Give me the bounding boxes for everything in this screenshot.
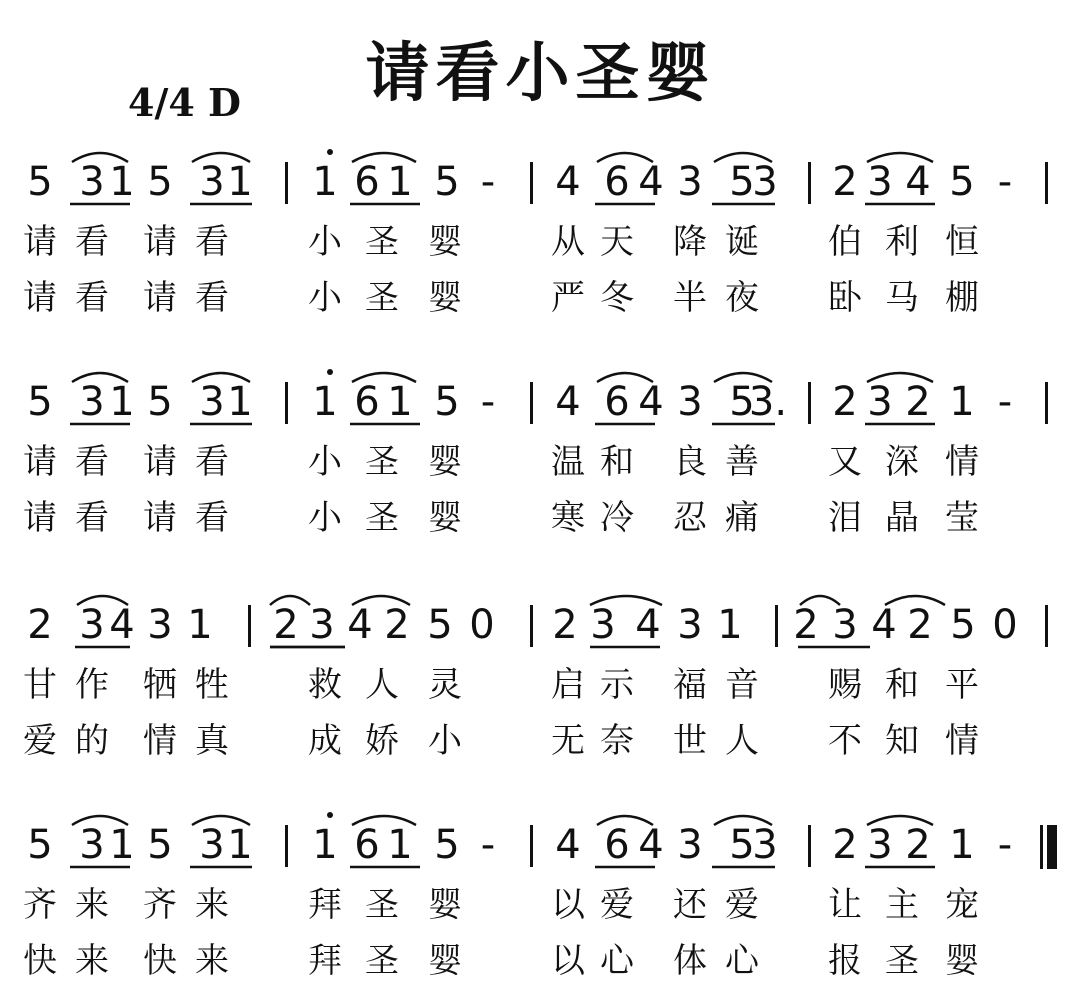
lyric-char: 从 bbox=[551, 222, 585, 262]
lyric-char: 天 bbox=[600, 222, 634, 262]
barline bbox=[1045, 162, 1048, 204]
lyric-char: 奈 bbox=[600, 721, 634, 761]
lyric-char: 请 bbox=[23, 222, 57, 262]
lyric-char: 马 bbox=[885, 278, 919, 318]
barline bbox=[530, 382, 533, 424]
note: 5 bbox=[147, 379, 173, 425]
note: 3 bbox=[867, 379, 893, 425]
lyric-char: 良 bbox=[673, 442, 707, 482]
note: 1 bbox=[227, 379, 253, 425]
lyric-char: 看 bbox=[195, 498, 229, 538]
lyric-char: 来 bbox=[195, 885, 229, 925]
lyric-char: 人 bbox=[365, 665, 399, 705]
note: 3 bbox=[199, 822, 225, 868]
lyric-char: 晶 bbox=[885, 498, 919, 538]
note: 4 bbox=[555, 822, 581, 868]
lyric-char: 请 bbox=[143, 498, 177, 538]
lyric-char: 小 bbox=[308, 222, 342, 262]
note: 6 bbox=[354, 822, 380, 868]
lyric-char: 看 bbox=[75, 278, 109, 318]
lyric-char: 齐 bbox=[23, 885, 57, 925]
note: 1 bbox=[312, 379, 338, 425]
note: 3 bbox=[199, 159, 225, 205]
lyric-char: 牲 bbox=[195, 665, 229, 705]
note: 3 bbox=[147, 602, 173, 648]
lyric-char: 和 bbox=[885, 665, 919, 705]
lyric-char: 请 bbox=[23, 498, 57, 538]
note: 6 bbox=[604, 822, 630, 868]
note: 3. bbox=[748, 379, 788, 425]
lyric-char: 无 bbox=[551, 721, 585, 761]
lyric-char: 人 bbox=[725, 721, 759, 761]
lyric-char: 请 bbox=[143, 442, 177, 482]
lyric-char: 婴 bbox=[945, 941, 979, 981]
lyric-char: 爱 bbox=[725, 885, 759, 925]
lyric-char: 利 bbox=[885, 222, 919, 262]
lyric-char: 请 bbox=[23, 278, 57, 318]
lyric-char: 世 bbox=[673, 721, 707, 761]
note: 1 bbox=[387, 379, 413, 425]
lyric-char: 莹 bbox=[945, 498, 979, 538]
lyric-char: 体 bbox=[673, 941, 707, 981]
lyric-char: 福 bbox=[673, 665, 707, 705]
note: 3 bbox=[867, 822, 893, 868]
note: 1 bbox=[109, 379, 135, 425]
lyric-char: 请 bbox=[143, 222, 177, 262]
lyric-char: 示 bbox=[600, 665, 634, 705]
note: 5 bbox=[427, 602, 453, 648]
note: 2 bbox=[384, 602, 410, 648]
note: 1 bbox=[187, 602, 213, 648]
note: 2 bbox=[273, 602, 299, 648]
lyric-char: 救 bbox=[308, 665, 342, 705]
note: 5 bbox=[147, 159, 173, 205]
lyric-char: 圣 bbox=[365, 278, 399, 318]
lyric-char: 卧 bbox=[828, 278, 862, 318]
note: 2 bbox=[905, 822, 931, 868]
note: 4 bbox=[109, 602, 135, 648]
octave-dot bbox=[327, 149, 333, 155]
lyric-char: 看 bbox=[75, 442, 109, 482]
lyric-char: 看 bbox=[75, 222, 109, 262]
lyric-char: 心 bbox=[600, 941, 634, 981]
barline bbox=[775, 605, 778, 647]
lyric-char: 圣 bbox=[365, 222, 399, 262]
lyric-char: 圣 bbox=[365, 885, 399, 925]
note: 1 bbox=[949, 379, 975, 425]
lyric-char: 情 bbox=[143, 721, 177, 761]
note: - bbox=[997, 379, 1013, 425]
note: 6 bbox=[604, 379, 630, 425]
lyric-char: 婴 bbox=[428, 222, 462, 262]
note: 5 bbox=[27, 379, 53, 425]
barline bbox=[808, 162, 811, 204]
note: - bbox=[480, 822, 496, 868]
note: 1 bbox=[387, 159, 413, 205]
note: 1 bbox=[312, 822, 338, 868]
note: 5 bbox=[147, 822, 173, 868]
note: 3 bbox=[677, 379, 703, 425]
note: 4 bbox=[638, 822, 664, 868]
note: 2 bbox=[832, 822, 858, 868]
lyric-char: 圣 bbox=[365, 442, 399, 482]
lyric-char: 深 bbox=[885, 442, 919, 482]
lyric-char: 伯 bbox=[828, 222, 862, 262]
lyric-char: 恒 bbox=[945, 222, 979, 262]
barline bbox=[285, 825, 288, 867]
lyric-char: 善 bbox=[725, 442, 759, 482]
lyric-char: 冬 bbox=[600, 278, 634, 318]
lyric-char: 娇 bbox=[365, 721, 399, 761]
lyric-char: 来 bbox=[75, 885, 109, 925]
lyric-char: 拜 bbox=[308, 941, 342, 981]
lyric-char: 作 bbox=[75, 665, 109, 705]
lyric-char: 婴 bbox=[428, 278, 462, 318]
song-title: 请看小圣婴 bbox=[365, 36, 716, 111]
lyric-char: 小 bbox=[308, 442, 342, 482]
lyric-char: 成 bbox=[308, 721, 342, 761]
barline bbox=[808, 382, 811, 424]
note: 2 bbox=[905, 379, 931, 425]
lyric-char: 主 bbox=[885, 885, 919, 925]
note: 5 bbox=[950, 602, 976, 648]
lyric-char: 婴 bbox=[428, 885, 462, 925]
note: 5 bbox=[434, 822, 460, 868]
note: 0 bbox=[469, 602, 495, 648]
barline bbox=[808, 825, 811, 867]
barline bbox=[530, 605, 533, 647]
lyric-char: 冷 bbox=[600, 498, 634, 538]
lyric-char: 又 bbox=[828, 442, 862, 482]
barline bbox=[1045, 605, 1048, 647]
lyric-char: 牺 bbox=[143, 665, 177, 705]
note: 3 bbox=[677, 822, 703, 868]
lyric-char: 半 bbox=[673, 278, 707, 318]
lyric-char: 小 bbox=[308, 498, 342, 538]
note: 5 bbox=[27, 822, 53, 868]
note: 2 bbox=[832, 159, 858, 205]
note: 3 bbox=[677, 602, 703, 648]
note: 4 bbox=[555, 159, 581, 205]
lyric-char: 快 bbox=[143, 941, 177, 981]
barline bbox=[285, 162, 288, 204]
lyric-char: 灵 bbox=[428, 665, 462, 705]
lyric-char: 情 bbox=[945, 721, 979, 761]
lyric-char: 小 bbox=[308, 278, 342, 318]
lyric-char: 婴 bbox=[428, 498, 462, 538]
lyric-char: 圣 bbox=[365, 941, 399, 981]
lyric-char: 心 bbox=[725, 941, 759, 981]
lyric-char: 婴 bbox=[428, 442, 462, 482]
note: 5 bbox=[729, 379, 755, 425]
lyric-char: 看 bbox=[195, 278, 229, 318]
note: 1 bbox=[717, 602, 743, 648]
lyric-char: 婴 bbox=[428, 941, 462, 981]
lyric-char: 不 bbox=[828, 721, 862, 761]
note: 3 bbox=[79, 159, 105, 205]
lyric-char: 看 bbox=[195, 442, 229, 482]
note: 4 bbox=[555, 379, 581, 425]
lyric-char: 请 bbox=[143, 278, 177, 318]
note: 6 bbox=[354, 159, 380, 205]
lyric-char: 宠 bbox=[945, 885, 979, 925]
lyric-char: 的 bbox=[75, 721, 109, 761]
note: 4 bbox=[635, 602, 661, 648]
lyric-char: 忍 bbox=[673, 498, 707, 538]
meter-key: 4/4 D bbox=[128, 80, 241, 125]
lyric-char: 看 bbox=[75, 498, 109, 538]
lyric-char: 以 bbox=[551, 885, 585, 925]
final-barline-thin bbox=[1040, 825, 1043, 869]
note: - bbox=[480, 159, 496, 205]
lyric-char: 诞 bbox=[725, 222, 759, 262]
note: 3 bbox=[752, 822, 778, 868]
lyric-char: 来 bbox=[75, 941, 109, 981]
note: 2 bbox=[907, 602, 933, 648]
barline bbox=[248, 605, 251, 647]
lyric-char: 降 bbox=[673, 222, 707, 262]
note: 1 bbox=[949, 822, 975, 868]
lyric-char: 小 bbox=[428, 721, 462, 761]
lyric-char: 拜 bbox=[308, 885, 342, 925]
note: 3 bbox=[309, 602, 335, 648]
lyric-char: 看 bbox=[195, 222, 229, 262]
lyric-char: 快 bbox=[23, 941, 57, 981]
note: 4 bbox=[347, 602, 373, 648]
note: 1 bbox=[109, 159, 135, 205]
note: 3 bbox=[199, 379, 225, 425]
note: 4 bbox=[638, 379, 664, 425]
note: - bbox=[997, 159, 1013, 205]
note: 5 bbox=[949, 159, 975, 205]
note: 2 bbox=[552, 602, 578, 648]
lyric-char: 痛 bbox=[725, 498, 759, 538]
note: 1 bbox=[387, 822, 413, 868]
note: 3 bbox=[79, 379, 105, 425]
note: 2 bbox=[832, 379, 858, 425]
note: 2 bbox=[793, 602, 819, 648]
note: 0 bbox=[992, 602, 1018, 648]
lyric-char: 齐 bbox=[143, 885, 177, 925]
note: 2 bbox=[27, 602, 53, 648]
lyric-char: 音 bbox=[725, 665, 759, 705]
lyric-char: 来 bbox=[195, 941, 229, 981]
lyric-char: 棚 bbox=[945, 278, 979, 318]
note: 3 bbox=[832, 602, 858, 648]
lyric-char: 请 bbox=[23, 442, 57, 482]
lyric-char: 真 bbox=[195, 721, 229, 761]
lyric-char: 爱 bbox=[23, 721, 57, 761]
lyric-char: 和 bbox=[600, 442, 634, 482]
note: 1 bbox=[312, 159, 338, 205]
lyric-char: 圣 bbox=[885, 941, 919, 981]
note: 5 bbox=[434, 379, 460, 425]
note: 4 bbox=[905, 159, 931, 205]
note: 1 bbox=[109, 822, 135, 868]
lyric-char: 圣 bbox=[365, 498, 399, 538]
note: 3 bbox=[590, 602, 616, 648]
lyric-char: 还 bbox=[673, 885, 707, 925]
barline bbox=[530, 162, 533, 204]
lyric-char: 赐 bbox=[828, 665, 862, 705]
final-barline-thick bbox=[1047, 825, 1057, 869]
note: 5 bbox=[729, 822, 755, 868]
note: 3 bbox=[867, 159, 893, 205]
lyric-char: 以 bbox=[551, 941, 585, 981]
note: - bbox=[480, 379, 496, 425]
note: 5 bbox=[27, 159, 53, 205]
lyric-char: 温 bbox=[551, 442, 585, 482]
note: 3 bbox=[79, 602, 105, 648]
lyric-char: 严 bbox=[551, 278, 585, 318]
note: 4 bbox=[638, 159, 664, 205]
lyric-char: 寒 bbox=[551, 498, 585, 538]
note: 1 bbox=[227, 822, 253, 868]
lyric-char: 情 bbox=[945, 442, 979, 482]
lyric-char: 夜 bbox=[725, 278, 759, 318]
note: 1 bbox=[227, 159, 253, 205]
barline bbox=[1045, 382, 1048, 424]
lyric-char: 知 bbox=[885, 721, 919, 761]
note: 4 bbox=[871, 602, 897, 648]
note: 3 bbox=[752, 159, 778, 205]
lyric-char: 启 bbox=[551, 665, 585, 705]
note: 3 bbox=[677, 159, 703, 205]
lyric-char: 爱 bbox=[600, 885, 634, 925]
note: 6 bbox=[604, 159, 630, 205]
note: - bbox=[997, 822, 1013, 868]
lyric-char: 甘 bbox=[23, 665, 57, 705]
lyric-char: 让 bbox=[828, 885, 862, 925]
barline bbox=[285, 382, 288, 424]
octave-dot bbox=[327, 369, 333, 375]
barline bbox=[530, 825, 533, 867]
note: 3 bbox=[79, 822, 105, 868]
lyric-char: 泪 bbox=[828, 498, 862, 538]
lyric-char: 报 bbox=[828, 941, 862, 981]
note: 5 bbox=[729, 159, 755, 205]
lyric-char: 平 bbox=[945, 665, 979, 705]
note: 6 bbox=[354, 379, 380, 425]
note: 5 bbox=[434, 159, 460, 205]
octave-dot bbox=[327, 812, 333, 818]
